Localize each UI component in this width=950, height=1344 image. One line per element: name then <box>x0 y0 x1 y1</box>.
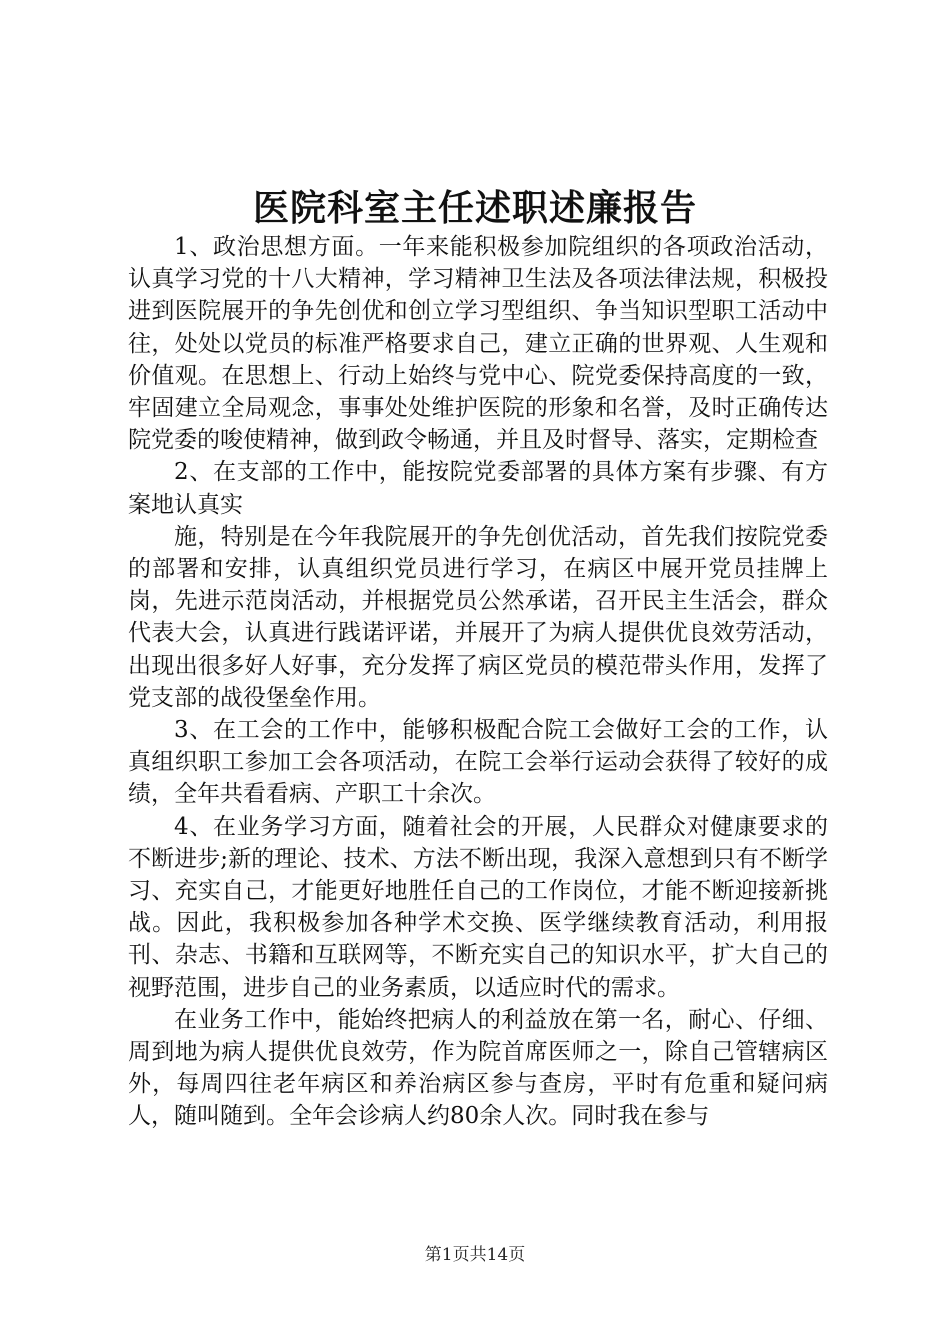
document-body <box>128 231 828 1133</box>
total-pages-label: 共14页 <box>469 1245 526 1265</box>
page-number-footer <box>0 1243 950 1267</box>
paragraph-party-branch-continued: 施，特别是在今年我院展开的争先创优活动，首先我们按院党委的部署和安排，认真组织党员进行学习，在病区中展开党员挂牌上岗，先进示范岗活动，并根据党员公然承诺，召开民主生活会，群众代表大会，认真进行践诺评诺，并展开了为病人提供优良效劳活动，出现出很多好人好事，充分发挥了病区党员的模范带头作用，发挥了党支部的战役堡垒作用。 <box>128 523 828 711</box>
paragraph-party-branch: 2、在支部的工作中，能按院党委部署的具体方案有步骤、有方案地认真实 <box>128 459 828 518</box>
paragraph-trade-union: 3、在工会的工作中，能够积极配合院工会做好工会的工作，认真组织职工参加工会各项活动，在院工会举行运动会获得了较好的成绩，全年共看看病、产职工十余次。 <box>128 717 828 808</box>
current-page-label: 第1页 <box>424 1245 470 1265</box>
paragraph-professional-study: 4、在业务学习方面，随着社会的开展，人民群众对健康要求的不断进步;新的理论、技术、方法不断出现，我深入意想到只有不断学习、充实自己，才能更好地胜任自己的工作岗位，才能不断迎接新挑战。因此，我积极参加各种学术交换、医学继续教育活动，利用报刊、杂志、书籍和互联网等，不断充实自己的知识水平，扩大自己的视野范围，进步自己的业务素质，以适应时代的需求。 <box>128 813 828 1001</box>
paragraph-clinical-work: 在业务工作中，能始终把病人的利益放在第一名，耐心、仔细、周到地为病人提供优良效劳，作为院首席医师之一，除自己管辖病区外，每周四往老年病区和养治病区参与查房，平时有危重和疑问病人，随叫随到。全年会诊病人约80余人次。同时我在参与 <box>128 1006 828 1130</box>
paragraph-political-thought: 1、政治思想方面。一年来能积极参加院组织的各项政治活动，认真学习党的十八大精神，学习精神卫生法及各项法律法规，积极投进到医院展开的争先创优和创立学习型组织、争当知识型职工活动中往，处处以党员的标准严格要求自己，建立正确的世界观、人生观和价值观。在思想上、行动上始终与党中心、院党委保持高度的一致，牢固建立全局观念，事事处处维护医院的形象和名誉，及时正确传达院党委的唆使精神，做到政令畅通，并且及时督导、落实，定期检查 <box>128 234 828 454</box>
document-title: 医院科室主任述职述廉报告 <box>252 187 697 229</box>
